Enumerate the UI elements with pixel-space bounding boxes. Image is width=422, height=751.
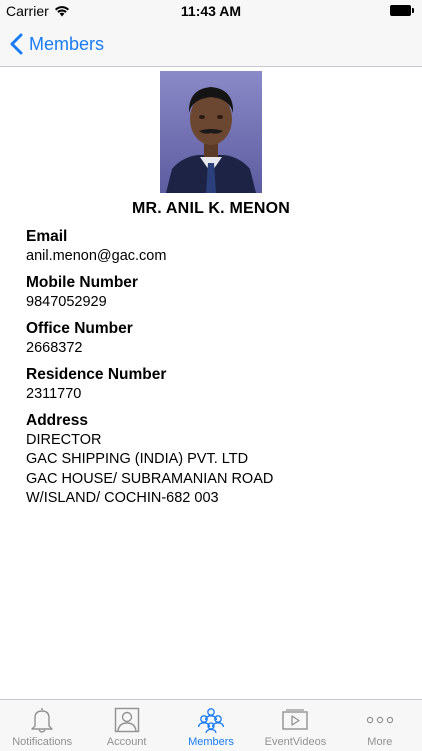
field-label: Email (26, 228, 68, 245)
back-label: Members (29, 33, 105, 54)
chevron-left-icon (10, 33, 23, 55)
tab-label: Account (106, 736, 147, 748)
member-name: MR. ANIL K. MENON (131, 200, 291, 217)
field-label: Address (26, 412, 89, 429)
address-line: GAC HOUSE/ SUBRAMANIAN ROAD (26, 470, 274, 487)
tab-label: Notifications (12, 736, 73, 748)
email-value[interactable]: anil.menon@gac.com (26, 248, 167, 264)
battery-icon (390, 5, 414, 16)
navigation-bar (0, 22, 422, 67)
tab-more[interactable] (338, 700, 422, 751)
field-label: Mobile Number (26, 274, 138, 291)
more-icon (366, 715, 394, 725)
bell-icon (29, 706, 55, 734)
group-icon (196, 707, 226, 733)
tab-eventvideos[interactable] (253, 700, 337, 751)
status-bar (0, 0, 422, 22)
address-field (26, 411, 406, 508)
office-number-field (26, 319, 406, 358)
residence-number-value[interactable]: 2311770 (26, 386, 82, 402)
address-line: DIRECTOR (26, 432, 102, 448)
address-line: GAC SHIPPING (INDIA) PVT. LTD (26, 451, 249, 468)
residence-number-field (26, 365, 406, 404)
email-field (26, 227, 406, 266)
back-button[interactable] (10, 30, 104, 58)
tab-label: EventVideos (264, 736, 327, 748)
address-line: W/ISLAND/ COCHIN-682 003 (26, 489, 219, 506)
mobile-number-field (26, 273, 406, 312)
tab-account[interactable] (84, 700, 168, 751)
mobile-number-value[interactable]: 9847052929 (26, 294, 107, 310)
field-label: Office Number (26, 320, 133, 337)
video-icon (281, 708, 309, 732)
clock: 11:43 AM (180, 3, 242, 19)
tab-label: Members (188, 736, 234, 748)
tab-members[interactable] (169, 700, 253, 751)
field-label: Residence Number (26, 366, 167, 383)
member-photo (160, 71, 262, 193)
tab-label: More (367, 736, 393, 748)
contact-fields (26, 227, 406, 515)
tab-bar (0, 699, 422, 751)
tab-notifications[interactable] (0, 700, 84, 751)
office-number-value[interactable]: 2668372 (26, 340, 83, 356)
person-icon (114, 707, 140, 733)
carrier-label: Carrier (6, 3, 49, 19)
